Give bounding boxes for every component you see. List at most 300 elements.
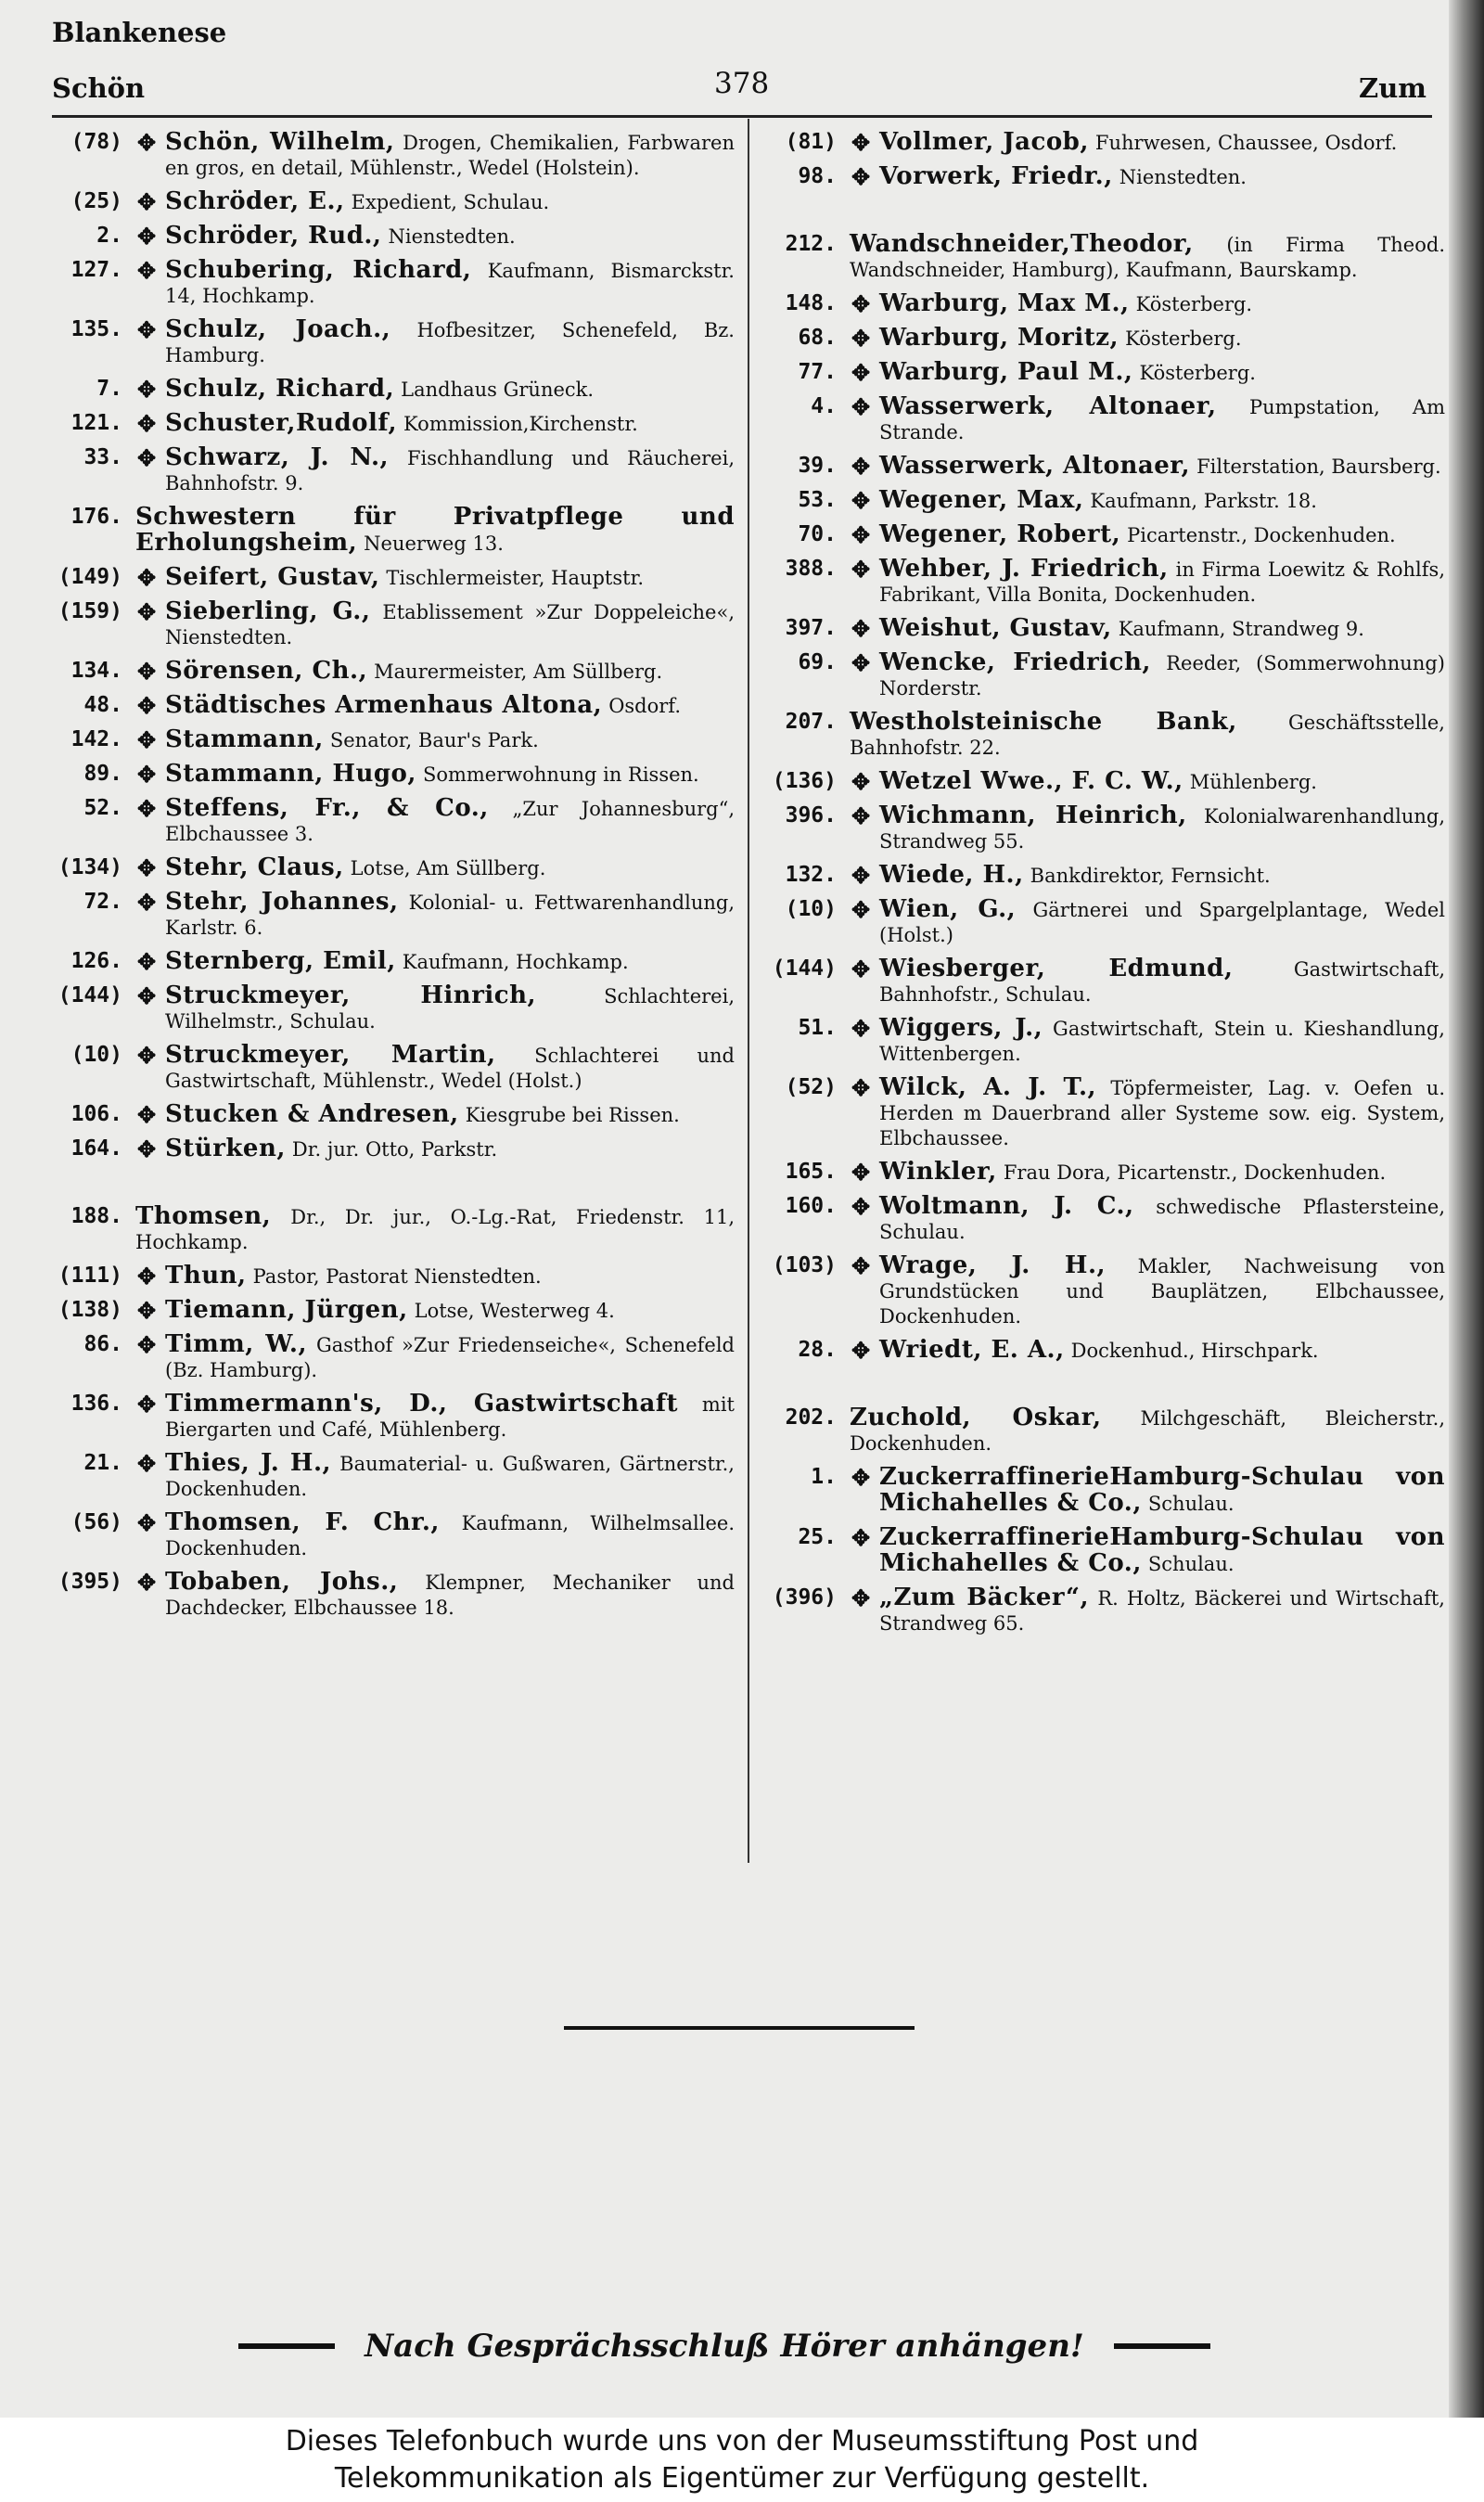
- subscriber-details: Expedient, Schulau.: [351, 191, 550, 213]
- subscriber-name: Wilck, A. J. T.,: [879, 1073, 1097, 1101]
- directory-entry: [762, 1016, 1445, 1067]
- subscriber-details: Senator, Baur's Park.: [329, 729, 539, 751]
- subscriber-name: Wencke, Friedrich,: [879, 648, 1151, 676]
- subscriber-details: Nienstedten.: [388, 225, 516, 248]
- cross-mark-icon: ✥: [851, 956, 871, 982]
- directory-entry: [762, 394, 1445, 445]
- cross-mark-icon: ✥: [136, 1042, 157, 1069]
- entry-text: [165, 890, 735, 941]
- directory-entry: [48, 377, 735, 403]
- subscriber-name: Stehr, Claus,: [165, 853, 344, 881]
- phone-number: 53.: [798, 488, 837, 512]
- entry-text: [879, 956, 1445, 1007]
- subscriber-details: Etablissement »Zur Doppeleiche«, Nienstedten.: [165, 601, 735, 648]
- subscriber-details: R. Holtz, Bäckerei und Wirtschaft, Strandweg 65.: [879, 1587, 1445, 1635]
- subscriber-details: Pumpstation, Am Strande.: [879, 396, 1445, 443]
- directory-entry: [762, 291, 1445, 317]
- entry-text: [165, 1136, 735, 1162]
- subscriber-details: Lotse, Am Süllberg.: [350, 857, 546, 879]
- phone-number: 148.: [785, 291, 837, 315]
- directory-entry: [48, 1332, 735, 1383]
- subscriber-name: Stammann, Hugo,: [165, 760, 416, 788]
- subscriber-name: Tobaben, Johs.,: [165, 1568, 399, 1596]
- entry-text: [879, 650, 1445, 701]
- entry-text: [165, 693, 735, 719]
- entry-text: [165, 317, 735, 368]
- subscriber-details: Kaufmann, Strandweg 9.: [1118, 618, 1364, 640]
- phone-number: (149): [58, 565, 122, 589]
- directory-entry: [762, 1253, 1445, 1329]
- subscriber-details: Dockenhud., Hirschpark.: [1070, 1340, 1319, 1362]
- subscriber-name: Steffens, Fr., & Co.,: [165, 794, 489, 822]
- directory-entry: [48, 317, 735, 368]
- entry-text: [165, 1298, 735, 1324]
- subscriber-details: Pastor, Pastorat Nienstedten.: [252, 1265, 542, 1288]
- directory-entry: [48, 505, 735, 557]
- subscriber-name: Stucken & Andresen,: [165, 1100, 459, 1128]
- subscriber-name: Thun,: [165, 1262, 247, 1289]
- subscriber-details: Filterstation, Baursberg.: [1196, 455, 1441, 478]
- entry-text: [165, 1043, 735, 1094]
- directory-entry: [48, 1043, 735, 1094]
- directory-entry: [762, 1525, 1445, 1577]
- entry-text: [165, 727, 735, 753]
- subscriber-details: Tischlermeister, Hauptstr.: [386, 567, 644, 589]
- phone-number: 77.: [798, 360, 837, 384]
- first-entry-word: Schön: [52, 72, 146, 104]
- directory-entry: [762, 956, 1445, 1007]
- subscriber-name: Wasserwerk, Altonaer,: [879, 452, 1191, 480]
- cross-mark-icon: ✥: [851, 802, 871, 829]
- footer-slogan: Nach Gesprächsschluß Hörer anhängen!: [365, 2328, 1084, 2365]
- subscriber-name: Stammann,: [165, 725, 324, 753]
- entry-text: [165, 411, 735, 437]
- entry-text: [879, 291, 1445, 317]
- subscriber-name: Stürken,: [165, 1135, 286, 1162]
- subscriber-name: Struckmeyer, Martin,: [165, 1041, 496, 1069]
- cross-mark-icon: ✥: [136, 129, 157, 156]
- phone-number: (144): [58, 983, 122, 1007]
- cross-mark-icon: ✥: [136, 889, 157, 916]
- entry-text: [165, 377, 735, 403]
- subscriber-details: Kaufmann, Parkstr. 18.: [1090, 490, 1317, 512]
- subscriber-name: Wegener, Max,: [879, 486, 1084, 514]
- phone-number: (103): [772, 1253, 837, 1277]
- phone-number: 135.: [70, 317, 122, 341]
- phone-number: 86.: [83, 1332, 122, 1356]
- phone-number: 72.: [83, 890, 122, 914]
- subscriber-name: Städtisches Armenhaus Altona,: [165, 691, 603, 719]
- phone-number: (144): [772, 956, 837, 981]
- subscriber-name: Timm, W.,: [165, 1330, 308, 1358]
- entry-text: [165, 1392, 735, 1443]
- directory-entry: [762, 769, 1445, 795]
- entry-text: [165, 1570, 735, 1621]
- phone-number: (52): [785, 1075, 837, 1099]
- phone-number: 106.: [70, 1102, 122, 1126]
- cross-mark-icon: ✥: [136, 948, 157, 975]
- subscriber-name: Wien, G.,: [879, 895, 1017, 923]
- directory-entry: [762, 863, 1445, 889]
- subscriber-name: Warburg, Paul M.,: [879, 358, 1133, 386]
- directory-entry: [48, 693, 735, 719]
- directory-entry: [762, 130, 1445, 156]
- phone-number: (111): [58, 1264, 122, 1288]
- entry-text: [879, 803, 1445, 854]
- directory-entry: [762, 616, 1445, 642]
- directory-entry: [762, 710, 1445, 761]
- cross-mark-icon: ✥: [851, 1464, 871, 1491]
- cross-mark-icon: ✥: [851, 129, 871, 156]
- cross-mark-icon: ✥: [851, 1074, 871, 1101]
- subscriber-details: Kolonial- u. Fettwarenhandlung, Karlstr. 6.: [165, 892, 735, 939]
- subscriber-details: in Firma Loewitz & Rohlfs, Fabrikant, Villa Bonita, Dockenhuden.: [879, 558, 1446, 606]
- subscriber-name: Schuster,Rudolf,: [165, 409, 398, 437]
- entry-text: [135, 505, 735, 557]
- phone-number: (136): [772, 769, 837, 793]
- cross-mark-icon: ✥: [136, 1450, 157, 1477]
- phone-number: 164.: [70, 1136, 122, 1161]
- subscriber-name: Schulz, Joach.,: [165, 315, 391, 343]
- subscriber-name: Wasserwerk, Altonaer,: [879, 392, 1217, 420]
- right-column: [762, 130, 1445, 1897]
- subscriber-details: Landhaus Grüneck.: [401, 379, 595, 401]
- subscriber-details: Kösterberg.: [1125, 327, 1242, 350]
- phone-number: 136.: [70, 1392, 122, 1416]
- cross-mark-icon: ✥: [136, 1101, 157, 1128]
- subscriber-name: Wehber, J. Friedrich,: [879, 555, 1169, 583]
- cross-mark-icon: ✥: [136, 188, 157, 215]
- directory-entry: [48, 1451, 735, 1502]
- subscriber-name: ZuckerraffinerieHamburg-Schulau von Michahelles & Co.,: [879, 1523, 1445, 1577]
- ownership-notice: [0, 2418, 1484, 2502]
- subscriber-details: Mühlenberg.: [1189, 771, 1317, 793]
- entry-text: [165, 796, 735, 847]
- entry-text: [879, 1016, 1445, 1067]
- subscriber-name: Seifert, Gustav,: [165, 563, 380, 591]
- phone-number: (10): [785, 897, 837, 921]
- directory-entry: [762, 1075, 1445, 1151]
- entry-text: [879, 326, 1445, 352]
- phone-number: 160.: [785, 1194, 837, 1218]
- subscriber-name: Wandschneider,Theodor,: [850, 230, 1194, 258]
- directory-entry: [762, 557, 1445, 608]
- subscriber-name: Struckmeyer, Hinrich,: [165, 982, 537, 1009]
- footer-bar-right: [1114, 2343, 1210, 2349]
- cross-mark-icon: ✥: [136, 854, 157, 881]
- entry-text: [879, 488, 1445, 514]
- entry-text: [165, 130, 735, 181]
- entry-text: [879, 360, 1445, 386]
- directory-entry: [762, 326, 1445, 352]
- directory-entry: [48, 1136, 735, 1162]
- cross-mark-icon: ✥: [851, 163, 871, 190]
- subscriber-details: Kösterberg.: [1135, 293, 1253, 315]
- subscriber-details: Gasthof »Zur Friedenseiche«, Schenefeld (Bz. Hamburg).: [165, 1334, 735, 1381]
- phone-number: 188.: [70, 1204, 122, 1228]
- directory-entry: [48, 855, 735, 881]
- directory-entry: [48, 727, 735, 753]
- phone-number: 68.: [798, 326, 837, 350]
- cross-mark-icon: ✥: [851, 393, 871, 420]
- phone-number: 4.: [811, 394, 837, 418]
- entry-text: [165, 599, 735, 650]
- subscriber-name: Schröder, Rud.,: [165, 222, 382, 250]
- directory-entry: [48, 949, 735, 975]
- subscriber-name: Winkler,: [879, 1158, 997, 1186]
- cross-mark-icon: ✥: [851, 556, 871, 583]
- phone-number: 212.: [785, 232, 837, 256]
- subscriber-name: Warburg, Moritz,: [879, 324, 1119, 352]
- entry-text: [165, 855, 735, 881]
- subscriber-details: Geschäftsstelle, Bahnhofstr. 22.: [850, 712, 1445, 759]
- directory-entry: [762, 1585, 1445, 1636]
- subscriber-name: Vollmer, Jacob,: [879, 128, 1089, 156]
- cross-mark-icon: ✥: [136, 1391, 157, 1418]
- directory-entry: [48, 258, 735, 309]
- directory-entry: [48, 890, 735, 941]
- subscriber-name: Tiemann, Jürgen,: [165, 1296, 408, 1324]
- subscriber-details: Kommission,Kirchenstr.: [403, 413, 638, 435]
- end-ornament-rule: [564, 2026, 915, 2030]
- subscriber-details: Fischhandlung und Räucherei, Bahnhofstr. 9.: [165, 447, 736, 494]
- subscriber-details: Kösterberg.: [1139, 362, 1256, 384]
- cross-mark-icon: ✥: [851, 1193, 871, 1220]
- phone-number: (159): [58, 599, 122, 623]
- subscriber-details: Milchgeschäft, Bleicherstr., Dockenhuden.: [850, 1407, 1445, 1455]
- entry-text: [165, 565, 735, 591]
- subscriber-details: Sommerwohnung in Rissen.: [422, 763, 699, 786]
- subscriber-details: Picartenstr., Dockenhuden.: [1127, 524, 1396, 546]
- phone-number: 48.: [83, 693, 122, 717]
- subscriber-details: schwedische Pflastersteine, Schulau.: [879, 1196, 1445, 1243]
- subscriber-details: Schulau.: [1147, 1553, 1235, 1575]
- subscriber-name: Schön, Wilhelm,: [165, 128, 395, 156]
- subscriber-details: Baumaterial- u. Gußwaren, Gärtnerstr., Dockenhuden.: [165, 1453, 735, 1500]
- subscriber-details: Maurermeister, Am Süllberg.: [374, 661, 663, 683]
- subscriber-details: Reeder, (Sommerwohnung) Norderstr.: [879, 652, 1445, 699]
- directory-entry: [762, 1160, 1445, 1186]
- notice-line-2: Telekommunikation als Eigentümer zur Verfügung gestellt.: [334, 2462, 1150, 2495]
- phone-number: 89.: [83, 762, 122, 786]
- subscriber-details: Dr., Dr. jur., O.-Lg.-Rat, Friedenstr. 11, Hochkamp.: [135, 1206, 736, 1253]
- entry-text: [879, 1075, 1445, 1151]
- entry-text: [879, 769, 1445, 795]
- subscriber-details: Klempner, Mechaniker und Dachdecker, Elbchaussee 18.: [165, 1572, 735, 1619]
- entry-text: [879, 522, 1445, 548]
- phone-number: 39.: [798, 454, 837, 478]
- subscriber-details: mit Biergarten und Café, Mühlenberg.: [165, 1393, 735, 1441]
- letter-gap: [762, 1372, 1445, 1405]
- subscriber-details: Hofbesitzer, Schenefeld, Bz. Hamburg.: [165, 319, 735, 366]
- cross-mark-icon: ✥: [851, 615, 871, 642]
- phone-number: 388.: [785, 557, 837, 581]
- subscriber-name: Sörensen, Ch.,: [165, 657, 368, 685]
- cross-mark-icon: ✥: [851, 1524, 871, 1551]
- entry-text: [879, 1585, 1445, 1636]
- subscriber-name: Woltmann, J. C.,: [879, 1192, 1134, 1220]
- entry-text: [165, 659, 735, 685]
- cross-mark-icon: ✥: [851, 862, 871, 889]
- phone-number: (25): [70, 189, 122, 213]
- subscriber-details: Gärtnerei und Spargelplantage, Wedel (Holst.): [879, 899, 1445, 946]
- phone-number: 207.: [785, 710, 837, 734]
- subscriber-name: Wegener, Robert,: [879, 520, 1121, 548]
- directory-entry: [48, 1510, 735, 1561]
- phone-number: 202.: [785, 1405, 837, 1430]
- entry-text: [850, 1405, 1445, 1456]
- subscriber-details: Kaufmann, Wilhelmsallee. Dockenhuden.: [165, 1512, 735, 1559]
- phone-number: 7.: [96, 377, 122, 401]
- directory-entry: [762, 488, 1445, 514]
- entry-text: [165, 1102, 735, 1128]
- subscriber-name: Wrage, J. H.,: [879, 1251, 1107, 1279]
- directory-entry: [48, 1570, 735, 1621]
- header-rule: [52, 115, 1432, 118]
- phone-number: 142.: [70, 727, 122, 751]
- subscriber-details: Bankdirektor, Fernsicht.: [1030, 865, 1271, 887]
- subscriber-details: Makler, Nachweisung von Grundstücken und Bauplätzen, Elbchaussee, Dockenhuden.: [879, 1255, 1445, 1328]
- directory-entry: [762, 1194, 1445, 1245]
- subscriber-name: Thomsen,: [135, 1202, 272, 1230]
- subscriber-details: Nienstedten.: [1119, 166, 1247, 188]
- subscriber-details: Dr. jur. Otto, Parkstr.: [291, 1138, 498, 1161]
- scan-edge: [1449, 0, 1484, 2418]
- subscriber-name: Stehr, Johannes,: [165, 888, 399, 916]
- subscriber-details: Schlachterei und Gastwirtschaft, Mühlenstr., Wedel (Holst.): [165, 1045, 735, 1092]
- cross-mark-icon: ✥: [136, 726, 157, 753]
- cross-mark-icon: ✥: [136, 795, 157, 822]
- directory-entry: [762, 232, 1445, 283]
- cross-mark-icon: ✥: [136, 223, 157, 250]
- cross-mark-icon: ✥: [851, 1159, 871, 1186]
- phone-number: 127.: [70, 258, 122, 282]
- directory-entry: [48, 445, 735, 496]
- cross-mark-icon: ✥: [851, 768, 871, 795]
- cross-mark-icon: ✥: [136, 598, 157, 625]
- subscriber-name: ZuckerraffinerieHamburg-Schulau von Michahelles & Co.,: [879, 1463, 1445, 1517]
- phone-number: (134): [58, 855, 122, 879]
- subscriber-name: Wiesberger, Edmund,: [879, 955, 1234, 982]
- cross-mark-icon: ✥: [851, 896, 871, 923]
- cross-mark-icon: ✥: [136, 658, 157, 685]
- entry-text: [879, 897, 1445, 948]
- phone-number: 25.: [798, 1525, 837, 1549]
- subscriber-name: Wiggers, J.,: [879, 1014, 1043, 1042]
- entry-text: [165, 762, 735, 788]
- phone-number: (78): [70, 130, 122, 154]
- cross-mark-icon: ✥: [136, 316, 157, 343]
- cross-mark-icon: ✥: [136, 1331, 157, 1358]
- cross-mark-icon: ✥: [136, 1136, 157, 1162]
- cross-mark-icon: ✥: [136, 761, 157, 788]
- subscriber-name: Timmermann's, D., Gastwirtschaft: [165, 1390, 679, 1418]
- location-heading: Blankenese: [52, 17, 227, 48]
- directory-entry: [762, 1405, 1445, 1456]
- subscriber-name: Weishut, Gustav,: [879, 614, 1112, 642]
- directory-entry: [762, 1338, 1445, 1364]
- directory-entry: [762, 1465, 1445, 1517]
- subscriber-name: Westholsteinische Bank,: [850, 708, 1237, 736]
- entry-text: [879, 1253, 1445, 1329]
- entry-text: [165, 1332, 735, 1383]
- entry-text: [879, 454, 1445, 480]
- cross-mark-icon: ✥: [136, 1569, 157, 1596]
- entry-text: [879, 1338, 1445, 1364]
- subscriber-details: Töpfermeister, Lag. v. Oefen u. Herden m Dauerbrand aller Systeme sow. eig. System, Elbchaussee.: [879, 1077, 1445, 1149]
- cross-mark-icon: ✥: [851, 325, 871, 352]
- entry-text: [165, 949, 735, 975]
- entry-text: [879, 1194, 1445, 1245]
- cross-mark-icon: ✥: [136, 376, 157, 403]
- cross-mark-icon: ✥: [851, 649, 871, 676]
- directory-entry: [48, 1204, 735, 1255]
- phone-number: (138): [58, 1298, 122, 1322]
- subscriber-details: Lotse, Westerweg 4.: [414, 1300, 615, 1322]
- page-footer: [210, 2323, 1239, 2369]
- entry-text: [165, 189, 735, 215]
- cross-mark-icon: ✥: [136, 1263, 157, 1289]
- cross-mark-icon: ✥: [136, 564, 157, 591]
- directory-entry: [762, 454, 1445, 480]
- phone-number: 176.: [70, 505, 122, 529]
- phone-number: 21.: [83, 1451, 122, 1475]
- phone-number: 52.: [83, 796, 122, 820]
- phone-number: 1.: [811, 1465, 837, 1489]
- directory-entry: [48, 565, 735, 591]
- subscriber-name: Schulz, Richard,: [165, 375, 395, 403]
- entry-text: [879, 164, 1445, 190]
- directory-entry: [762, 522, 1445, 548]
- directory-entry: [48, 224, 735, 250]
- directory-entry: [48, 1264, 735, 1289]
- entry-text: [165, 1264, 735, 1289]
- phone-number: 121.: [70, 411, 122, 435]
- entry-text: [879, 863, 1445, 889]
- directory-entry: [48, 659, 735, 685]
- directory-entry: [48, 983, 735, 1034]
- phone-number: 33.: [83, 445, 122, 469]
- cross-mark-icon: ✥: [136, 257, 157, 284]
- cross-mark-icon: ✥: [136, 444, 157, 471]
- cross-mark-icon: ✥: [851, 487, 871, 514]
- subscriber-name: Warburg, Max M.,: [879, 289, 1130, 317]
- subscriber-name: Wriedt, E. A.,: [879, 1336, 1065, 1364]
- directory-entry: [762, 803, 1445, 854]
- phone-number: 70.: [798, 522, 837, 546]
- entry-text: [135, 1204, 735, 1255]
- last-entry-word: Zum: [1359, 72, 1426, 104]
- cross-mark-icon: ✥: [136, 982, 157, 1009]
- subscriber-name: Wiede, H.,: [879, 861, 1024, 889]
- cross-mark-icon: ✥: [851, 521, 871, 548]
- phone-number: 396.: [785, 803, 837, 828]
- entry-text: [879, 1465, 1445, 1517]
- phone-number: 69.: [798, 650, 837, 674]
- cross-mark-icon: ✥: [851, 1337, 871, 1364]
- cross-mark-icon: ✥: [851, 359, 871, 386]
- directory-entry: [48, 189, 735, 215]
- phone-number: (81): [785, 130, 837, 154]
- footer-bar-left: [238, 2343, 335, 2349]
- cross-mark-icon: ✥: [851, 1015, 871, 1042]
- entry-text: [879, 1160, 1445, 1186]
- letter-gap: [48, 1171, 735, 1204]
- subscriber-details: Kiesgrube bei Rissen.: [465, 1104, 680, 1126]
- cross-mark-icon: ✥: [136, 1297, 157, 1324]
- cross-mark-icon: ✥: [136, 410, 157, 437]
- subscriber-details: Schulau.: [1147, 1493, 1235, 1515]
